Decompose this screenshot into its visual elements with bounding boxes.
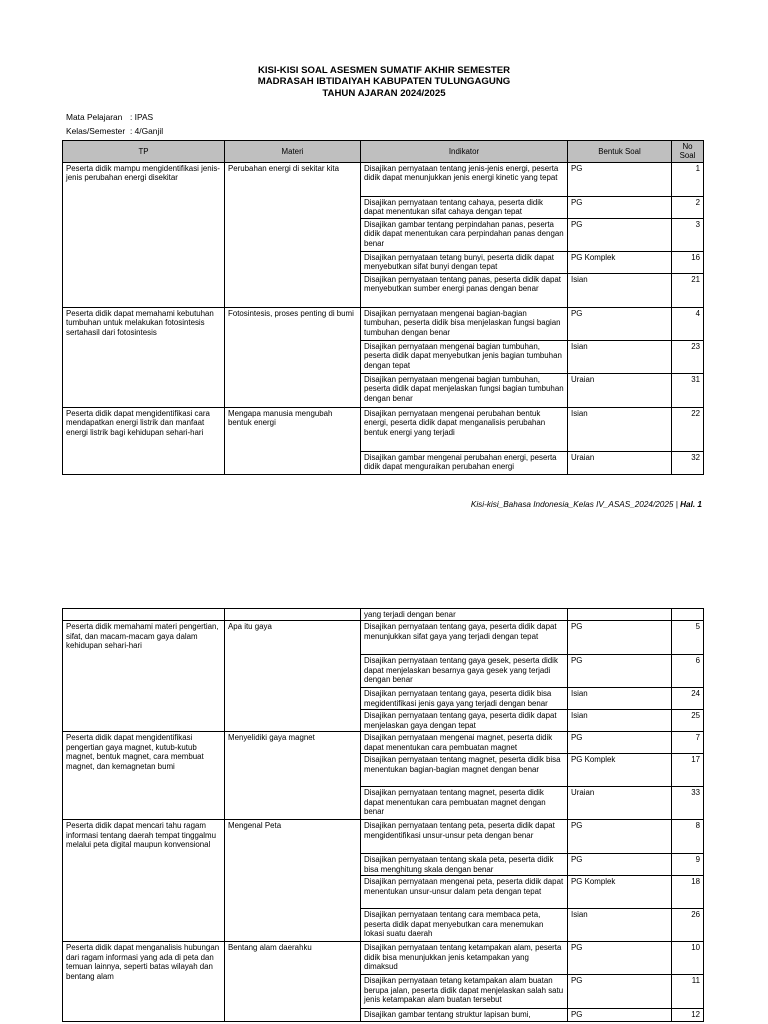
no-soal-cell: 2 <box>672 196 704 218</box>
title-line-1: KISI-KISI SOAL ASESMEN SUMATIF AKHIR SEMESTER <box>257 65 511 76</box>
indikator-cell: Disajikan pernyataan mengenai magnet, peserta didik dapat menentukan cara pembuatan magnet <box>361 732 568 754</box>
materi-cell: Menyelidiki gaya magnet <box>225 732 361 820</box>
bentuk-cell: PG Komplek <box>568 754 672 787</box>
bentuk-cell: PG <box>568 162 672 196</box>
meta-subject-label: Mata Pelajaran <box>66 112 123 122</box>
indikator-cell: Disajikan pernyataan tentang ketampakan alam, peserta didik bisa menunjukkan jenis ketampakan yang dimaksud <box>361 942 568 975</box>
title-line-2: MADRASAH IBTIDAIYAH KABUPATEN TULUNGAGUNG <box>257 76 511 88</box>
indikator-cell: Disajikan pernyataan tentang gaya, peserta didik bisa megidentifikasi jenis gaya yang terjadi dengan benar <box>361 688 568 710</box>
indikator-cell: Disajikan pernyataan tentang cara membaca peta, peserta didik dapat menyebutkan cara menemukan lokasi suatu daerah <box>361 909 568 942</box>
no-soal-cell: 23 <box>672 340 704 373</box>
page-2 <box>0 608 768 1024</box>
materi-cell: Perubahan energi di sekitar kita <box>225 162 361 307</box>
no-soal-cell: 33 <box>672 787 704 820</box>
kisi-kisi-table-page-1 <box>62 140 704 475</box>
materi-cell: Bentang alam daerahku <box>225 942 361 1021</box>
header-materi: Materi <box>225 141 361 163</box>
bentuk-cell: Isian <box>568 407 672 451</box>
tp-cell: Peserta didik dapat mencari tahu ragam informasi tentang daerah tempat tinggalmu melalui peta digital maupun konvensional <box>63 820 225 942</box>
indikator-cell: Disajikan pernyataan tentang gaya gesek, peserta didik dapat menjelaskan besarnya gaya gesek yang terjadi dengan benar <box>361 655 568 688</box>
table-row <box>63 162 704 196</box>
no-soal-cell: 8 <box>672 820 704 854</box>
materi-cell: Apa itu gaya <box>225 621 361 732</box>
no-soal-cell: 32 <box>672 451 704 474</box>
no-soal-cell: 21 <box>672 273 704 307</box>
title-line-3: TAHUN AJARAN 2024/2025 <box>322 87 446 99</box>
bentuk-cell: PG Komplek <box>568 251 672 273</box>
indikator-cell: Disajikan pernyataan tentang gaya, peserta didik dapat menunjukkan sifat gaya yang terjadi dengan tepat <box>361 621 568 655</box>
table-row <box>63 307 704 340</box>
continuation-row <box>63 609 704 621</box>
tp-cell <box>63 609 225 621</box>
bentuk-cell: PG <box>568 820 672 854</box>
bentuk-cell: PG <box>568 196 672 218</box>
no-soal-cell: 24 <box>672 688 704 710</box>
no-soal-cell: 26 <box>672 909 704 942</box>
header-bentuk-soal: Bentuk Soal <box>568 141 672 163</box>
no-soal-cell: 25 <box>672 710 704 732</box>
bentuk-cell: Isian <box>568 909 672 942</box>
document-title <box>0 65 768 99</box>
indikator-cell: Disajikan pernyataan tentang jenis-jenis energi, peserta didik dapat menunjukkan jenis energi kinetic yang tepat <box>361 162 568 196</box>
meta-subject-value: : IPAS <box>130 112 154 122</box>
no-soal-cell <box>672 609 704 621</box>
table-row <box>63 621 704 655</box>
bentuk-cell: PG <box>568 1009 672 1021</box>
meta-subject <box>66 112 153 122</box>
indikator-cell: Disajikan pernyataan tentang cahaya, peserta didik dapat menentukan sifat cahaya dengan tepat <box>361 196 568 218</box>
indikator-cell: Disajikan pernyataan tentang peta, peserta didik dapat mengidentifikasi unsur-unsur peta dengan benar <box>361 820 568 854</box>
bentuk-cell: PG <box>568 854 672 876</box>
tp-cell: Peserta didik dapat mengidentifikasi pengertian gaya magnet, kutub-kutub magnet, bentuk magnet, cara membuat magnet, dan kemagnetan bumi <box>63 732 225 820</box>
no-soal-cell: 9 <box>672 854 704 876</box>
indikator-cell: Disajikan pernyataan mengenai perubahan bentuk energi, peserta didik dapat menganalisis perubahan bentuk energi yang terjadi <box>361 407 568 451</box>
bentuk-cell: Isian <box>568 273 672 307</box>
materi-cell: Fotosintesis, proses penting di bumi <box>225 307 361 407</box>
bentuk-cell: PG <box>568 732 672 754</box>
indikator-cell: Disajikan gambar mengenai perubahan energi, peserta didik dapat menguraikan perubahan energi <box>361 451 568 474</box>
materi-cell <box>225 609 361 621</box>
tp-cell: Peserta didik dapat memahami kebutuhan tumbuhan untuk melakukan fotosintesis sertahasil dari fotosintesis <box>63 307 225 407</box>
no-soal-cell: 10 <box>672 942 704 975</box>
kisi-kisi-table-page-2 <box>62 608 704 1022</box>
meta-class <box>66 126 163 136</box>
indikator-cell: Disajikan pernyataan tentang gaya, peserta didik dapat menjelaskan gaya dengan tepat <box>361 710 568 732</box>
bentuk-cell: Uraian <box>568 787 672 820</box>
no-soal-cell: 4 <box>672 307 704 340</box>
indikator-cell: Disajikan pernyataan tentang panas, peserta didik dapat menyebutkan sumber energi panas dengan benar <box>361 273 568 307</box>
indikator-cell: Disajikan gambar tentang struktur lapisan bumi, <box>361 1009 568 1021</box>
materi-cell: Mengenal Peta <box>225 820 361 942</box>
bentuk-cell: Isian <box>568 340 672 373</box>
table-row <box>63 942 704 975</box>
table-row <box>63 407 704 451</box>
no-soal-cell: 16 <box>672 251 704 273</box>
bentuk-cell: Isian <box>568 688 672 710</box>
bentuk-cell: PG <box>568 307 672 340</box>
indikator-cell: Disajikan pernyataan mengenai peta, peserta didik dapat menentukan unsur-unsur dalam peta dengan tepat <box>361 876 568 909</box>
indikator-cell: Disajikan pernyataan tentang magnet, peserta didik dapat menentukan cara pembuatan magnet dengan benar <box>361 787 568 820</box>
no-soal-cell: 17 <box>672 754 704 787</box>
bentuk-cell: PG <box>568 621 672 655</box>
indikator-cell: Disajikan pernyataan tentang skala peta, peserta didik bisa menghitung skala dengan benar <box>361 854 568 876</box>
bentuk-cell: PG Komplek <box>568 876 672 909</box>
indikator-cell: Disajikan pernyataan tetang ketampakan alam buatan berupa jalan, peserta didik dapat menjelaskan salah satu jenis ketampakan alam buatan tersebut <box>361 975 568 1009</box>
no-soal-cell: 3 <box>672 218 704 251</box>
bentuk-cell: Isian <box>568 710 672 732</box>
no-soal-cell: 18 <box>672 876 704 909</box>
materi-cell: Mengapa manusia mengubah bentuk energi <box>225 407 361 474</box>
no-soal-cell: 11 <box>672 975 704 1009</box>
indikator-cell: Disajikan pernyataan tentang magnet, peserta didik bisa menentukan bagian-bagian magnet dengan benar <box>361 754 568 787</box>
bentuk-cell: PG <box>568 655 672 688</box>
no-soal-cell: 22 <box>672 407 704 451</box>
no-soal-cell: 6 <box>672 655 704 688</box>
no-soal-cell: 5 <box>672 621 704 655</box>
table-row <box>63 732 704 754</box>
tp-cell: Peserta didik memahami materi pengertian, sifat, dan macam-macam gaya dalam kehidupan sehari-hari <box>63 621 225 732</box>
no-soal-cell: 12 <box>672 1009 704 1021</box>
page-footer <box>471 500 702 509</box>
header-row <box>63 141 704 163</box>
indikator-cell: Disajikan pernyataan mengenai bagian tumbuhan, peserta didik dapat menyebutkan jenis bagian tumbuhan dengan tepat <box>361 340 568 373</box>
bentuk-cell: PG <box>568 975 672 1009</box>
tp-cell: Peserta didik dapat menganalisis hubungan dari ragam informasi yang ada di peta dan temuan lainnya, seperti batas wilayah dan bentang alam <box>63 942 225 1021</box>
header-no-soal: No Soal <box>672 141 704 163</box>
page-gap <box>0 520 768 608</box>
bentuk-cell: Uraian <box>568 373 672 407</box>
tp-cell: Peserta didik dapat mengidentifikasi cara mendapatkan energi listrik dan manfaat energi listrik bagi kehidupan sehari-hari <box>63 407 225 474</box>
indikator-cell: Disajikan pernyataan mengenai bagian tumbuhan, peserta didik dapat menjelaskan fungsi bagian tumbuhan dengan benar <box>361 373 568 407</box>
bentuk-cell: Uraian <box>568 451 672 474</box>
tp-cell: Peserta didik mampu mengidentifikasi jenis-jenis perubahan energi disekitar <box>63 162 225 307</box>
bentuk-cell <box>568 609 672 621</box>
no-soal-cell: 7 <box>672 732 704 754</box>
indikator-cell: Disajikan gambar tentang perpindahan panas, peserta didik dapat menentukan cara perpindahan panas dengan benar <box>361 218 568 251</box>
footer-text: Kisi-kisi_Bahasa Indonesia_Kelas IV_ASAS_2024/2025 | <box>470 500 678 509</box>
table-row <box>63 820 704 854</box>
footer-page-number: Hal. 1 <box>680 500 702 509</box>
header-indikator: Indikator <box>361 141 568 163</box>
no-soal-cell: 31 <box>672 373 704 407</box>
indikator-cell: yang terjadi dengan benar <box>361 609 568 621</box>
indikator-cell: Disajikan pernyataan mengenai bagian-bagian tumbuhan, peserta didik bisa menjelaskan fungsi bagian tumbuhan dengan benar <box>361 307 568 340</box>
header-tp: TP <box>63 141 225 163</box>
no-soal-cell: 1 <box>672 162 704 196</box>
bentuk-cell: PG <box>568 218 672 251</box>
indikator-cell: Disajikan pernyataan tetang bunyi, peserta didik dapat menyebutkan sifat bunyi dengan tepat <box>361 251 568 273</box>
meta-class-value: : 4/Ganjil <box>130 126 164 136</box>
meta-class-label: Kelas/Semester <box>66 126 126 136</box>
bentuk-cell: PG <box>568 942 672 975</box>
